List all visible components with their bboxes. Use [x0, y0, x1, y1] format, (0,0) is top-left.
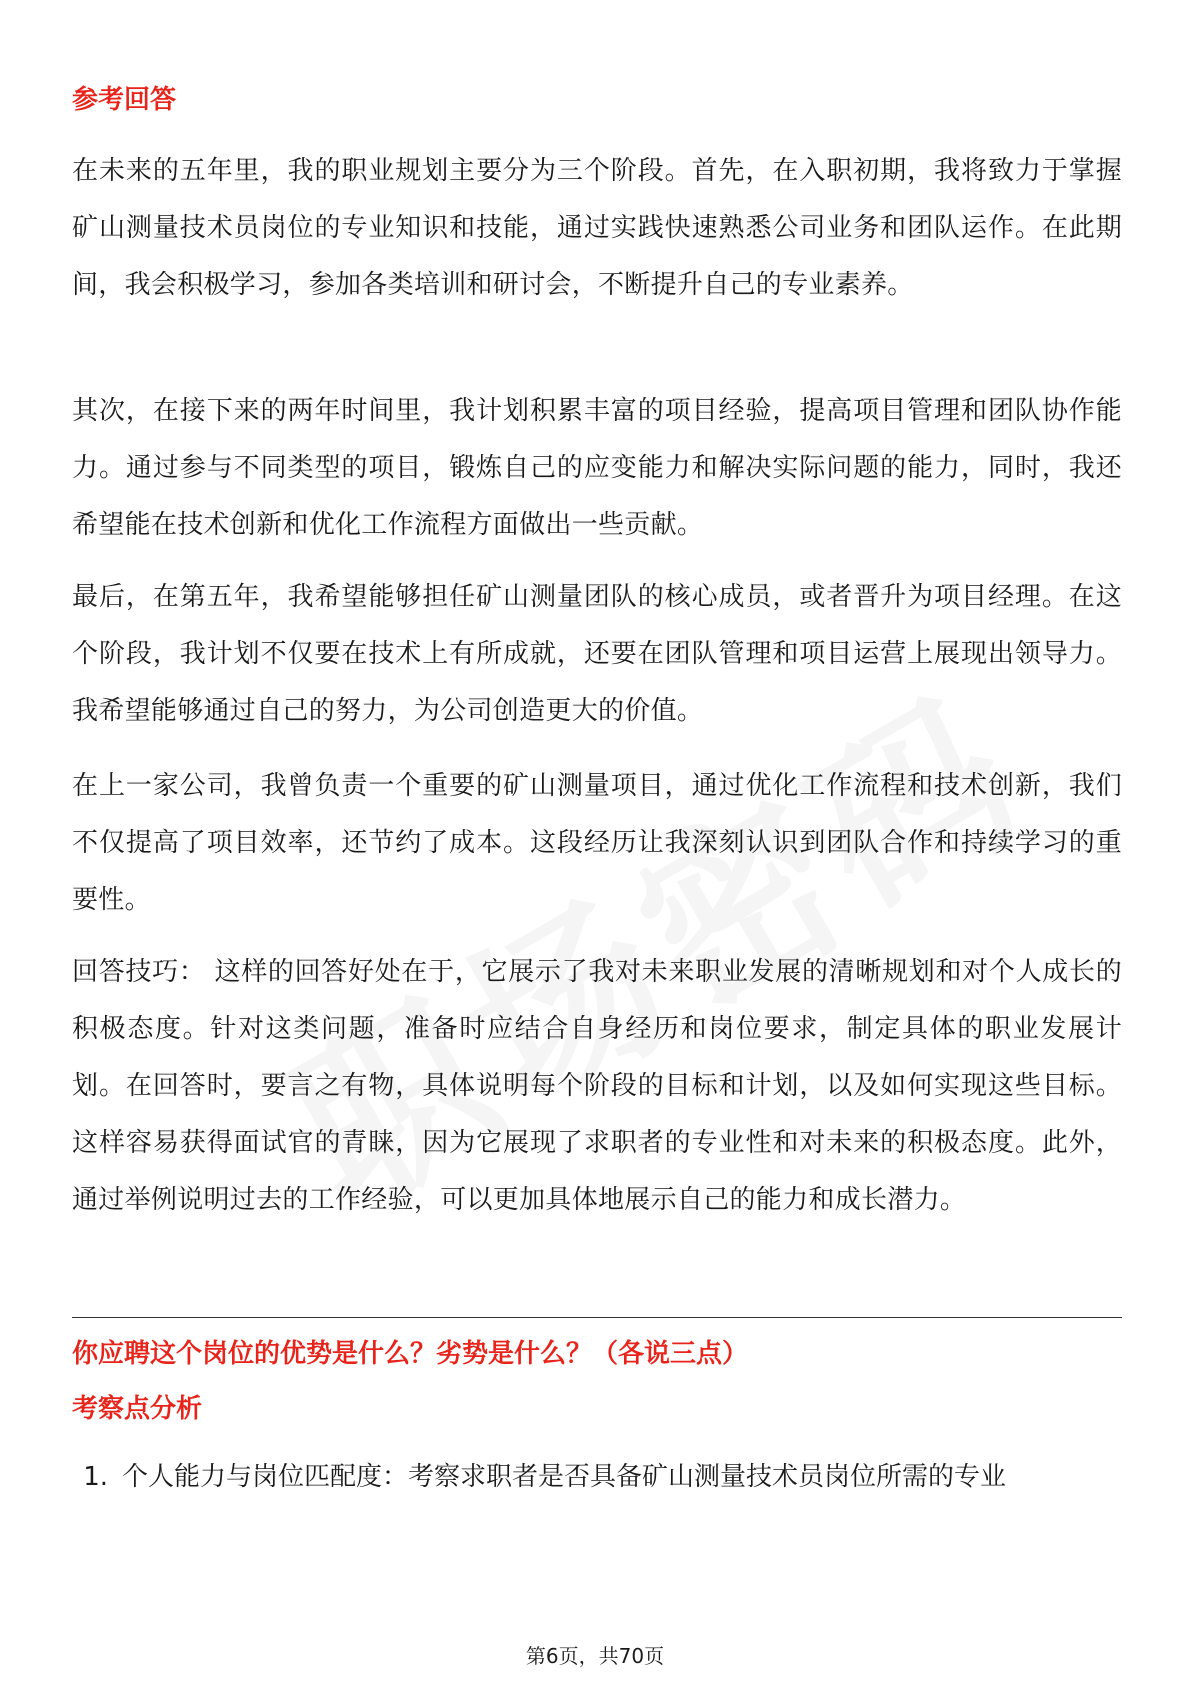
list-item-text: 个人能力与岗位匹配度：考察求职者是否具备矿山测量技术员岗位所需的专业 — [122, 1462, 1007, 1492]
question-title: 你应聘这个岗位的优势是什么？劣势是什么？（各说三点） — [72, 1339, 749, 1369]
section-divider — [72, 1317, 1122, 1318]
answer-paragraph-3: 最后，在第五年，我希望能够担任矿山测量团队的核心成员，或者晋升为项目经理。在这个阶段，我计划不仅要在技术上有所成就，还要在团队管理和项目运营上展现出领导力。我希望能够通过自己的努力，为公司创造更大的价值。 — [72, 582, 1122, 726]
answer-heading: 参考回答 — [72, 85, 177, 115]
page-footer: 第6页，共70页 — [525, 1644, 665, 1668]
list-item — [72, 1457, 1122, 1497]
list-item-number: 1. — [83, 1462, 108, 1492]
analysis-heading: 考察点分析 — [72, 1394, 203, 1424]
answer-paragraph-2: 其次，在接下来的两年时间里，我计划积累丰富的项目经验，提高项目管理和团队协作能力。通过参与不同类型的项目，锻炼自己的应变能力和解决实际问题的能力，同时，我还希望能在技术创新和优化工作流程方面做出一些贡献。 — [72, 396, 1122, 540]
answer-paragraph-1: 在未来的五年里，我的职业规划主要分为三个阶段。首先，在入职初期，我将致力于掌握矿山测量技术员岗位的专业知识和技能，通过实践快速熟悉公司业务和团队运作。在此期间，我会积极学习，参加各类培训和研讨会，不断提升自己的专业素养。 — [72, 156, 1122, 300]
answer-paragraph-4: 在上一家公司，我曾负责一个重要的矿山测量项目，通过优化工作流程和技术创新，我们不仅提高了项目效率，还节约了成本。这段经历让我深刻认识到团队合作和持续学习的重要性。 — [72, 771, 1122, 915]
answer-tips-paragraph: 回答技巧： 这样的回答好处在于，它展示了我对未来职业发展的清晰规划和对个人成长的积极态度。针对这类问题，准备时应结合自身经历和岗位要求，制定具体的职业发展计划。在回答时，要言之有物，具体说明每个阶段的目标和计划，以及如何实现这些目标。这样容易获得面试官的青睐，因为它展现了求职者的专业性和对未来的积极态度。此外，通过举例说明过去的工作经验，可以更加具体地展示自己的能力和成长潜力。 — [72, 957, 1122, 1215]
